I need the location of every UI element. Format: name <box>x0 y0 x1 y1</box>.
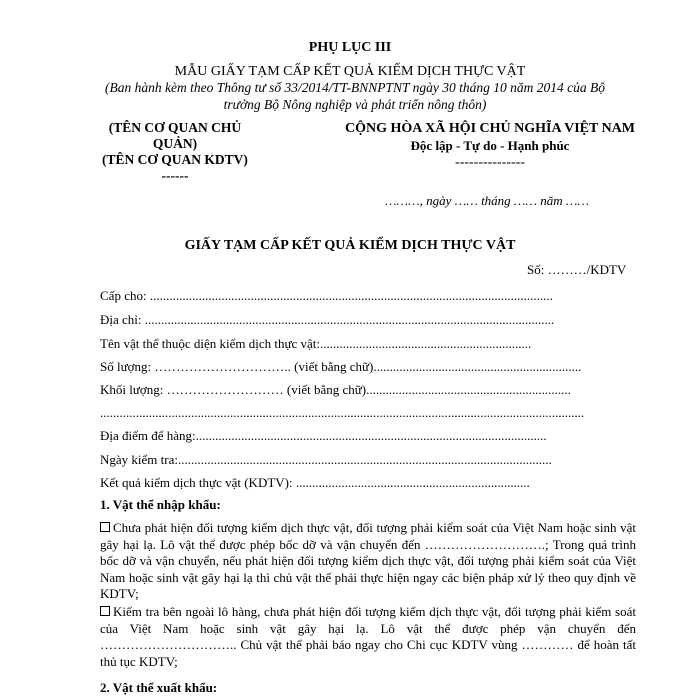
motto-rule: --------------- <box>455 155 525 170</box>
import-option-2 <box>100 604 636 670</box>
issued-note: (Ban hành kèm theo Thông tư số 33/2014/TT-BNNPTNT ngày 30 tháng 10 năm 2014 của Bộ trưởng Bộ Nông nghiệp và phát triển nông thôn) <box>105 80 605 112</box>
section-export-heading: 2. Vật thể xuất khẩu: <box>100 680 218 695</box>
section-import-heading: 1. Vật thể nhập khẩu: <box>100 497 221 512</box>
import-option-1-text: Chưa phát hiện đối tượng kiểm dịch thực vật, đối tượng phải kiểm soát của Việt Nam hoặc sinh vật gây hại lạ. Lô vật thể được phép bốc dỡ và vận chuyển đến ……………………….; Trong quá trình bốc dỡ và vận chuyển, nếu phát hiện đối tượng kiểm dịch thực vật, đối tượng phải kiểm soát của Việt Nam hoặc sinh vật gây hại lạ thì chủ vật thể phải thực hiện ngay các biện pháp xử lý theo quy định về KDTV; <box>100 520 636 601</box>
field-quantity: Số lượng: ………………………….. (viết bằng chữ)................................................................ <box>100 359 582 374</box>
checkbox-icon[interactable] <box>100 606 110 616</box>
field-issued-to: Cấp cho: ............................................................................................................................ <box>100 288 553 303</box>
field-weight: Khối lượng: ……………………… (viết bằng chữ)............................................................... <box>100 382 571 397</box>
field-blank-line: ..................................................................................................................................................... <box>100 405 585 420</box>
national-motto: Độc lập - Tự do - Hạnh phúc <box>410 138 570 153</box>
import-option-1 <box>100 520 636 603</box>
agency-header <box>95 120 255 184</box>
field-inspection-date: Ngày kiểm tra:................................................................................................................... <box>100 452 552 467</box>
import-option-2-text: Kiểm tra bên ngoài lô hàng, chưa phát hiện đối tượng kiểm dịch thực vật, đối tượng phải kiểm soát của Việt Nam hoặc sinh vật gây hại lạ. Lô vật thể được phép vận chuyển đến ………………………….. Chủ vật thể phải báo ngay cho Chi cục KDTV vùng ………… để hoàn tất thủ tục KDTV; <box>100 604 636 669</box>
form-title: MẪU GIẤY TẠM CẤP KẾT QUẢ KIỂM DỊCH THỰC VẬT <box>174 64 526 79</box>
national-header <box>340 120 640 171</box>
governing-agency: (TÊN CƠ QUAN CHỦ QUẢN) <box>108 120 242 151</box>
document-title: GIẤY TẠM CẤP KẾT QUẢ KIỂM DỊCH THỰC VẬT <box>184 238 516 253</box>
document-number: Số: ………/KDTV <box>527 262 627 277</box>
quarantine-agency: (TÊN CƠ QUAN KDTV) <box>102 152 248 167</box>
field-storage-location: Địa điểm để hàng:............................................................................................................ <box>100 428 547 443</box>
country-name: CỘNG HÒA XÃ HỘI CHỦ NGHĨA VIỆT NAM <box>344 121 635 136</box>
field-address: Địa chỉ: .............................................................................................................................. <box>100 312 555 327</box>
field-quarantine-result: Kết quả kiểm dịch thực vật (KDTV): ........................................................................ <box>100 475 530 490</box>
appendix-title: PHỤ LỤC III <box>308 40 392 55</box>
checkbox-icon[interactable] <box>100 522 110 532</box>
field-item-name: Tên vật thể thuộc diện kiểm dịch thực vật:................................................................. <box>100 336 532 351</box>
date-line: ………, ngày …… tháng …… năm …… <box>385 193 590 208</box>
agency-rule: ------ <box>161 168 189 183</box>
